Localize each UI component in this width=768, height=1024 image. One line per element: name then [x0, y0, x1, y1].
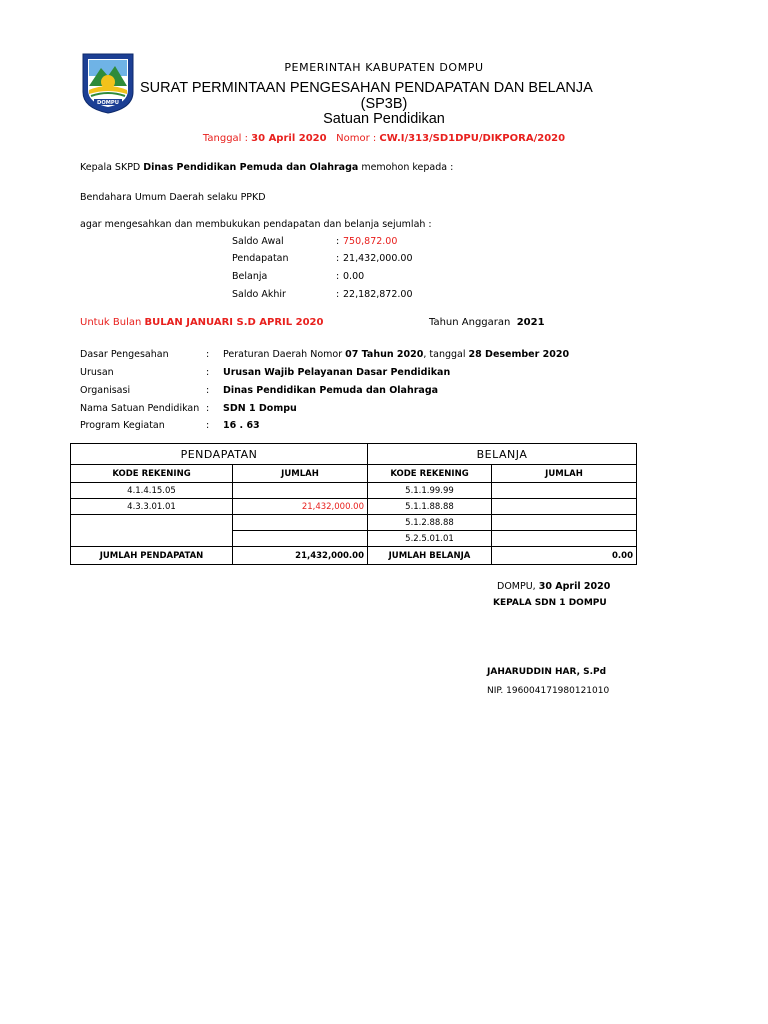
detail-value-dasar — [223, 349, 569, 360]
detail-sep: : — [206, 385, 210, 396]
skpd-name: Dinas Pendidikan Pemuda dan Olahraga — [143, 162, 359, 173]
summary-value-pendapatan: 21,432,000.00 — [343, 253, 413, 264]
belanja-kode: 5.1.1.88.88 — [368, 499, 492, 515]
summary-sep: : — [336, 253, 340, 264]
nomor-value: CW.I/313/SD1DPU/DIKPORA/2020 — [379, 133, 566, 144]
summary-sep: : — [336, 271, 340, 282]
detail-sep: : — [206, 349, 210, 360]
pendapatan-jumlah: 21,432,000.00 — [233, 499, 368, 515]
date-label: Tanggal : — [202, 133, 252, 144]
document-title: SURAT PERMINTAAN PENGESAHAN PENDAPATAN DAN BELANJA — [140, 80, 593, 96]
detail-label-satuan: Nama Satuan Pendidikan — [80, 403, 200, 414]
summary-label-belanja: Belanja — [232, 271, 268, 282]
regulation-number: 07 Tahun 2020 — [345, 349, 424, 360]
table-row — [71, 499, 637, 515]
period-value: BULAN JANUARI S.D APRIL 2020 — [144, 317, 324, 328]
column-header-jumlah: JUMLAH — [233, 465, 368, 483]
regulation-date: 28 Desember 2020 — [468, 349, 570, 360]
signatory-name: JAHARUDDIN HAR, S.Pd — [487, 667, 607, 677]
request-suffix: memohon kepada : — [358, 162, 454, 173]
summary-sep: : — [336, 236, 340, 247]
column-header-kode: KODE REKENING — [71, 465, 233, 483]
revenue-expense-table — [70, 443, 637, 565]
belanja-kode: 5.2.5.01.01 — [368, 531, 492, 547]
detail-sep: : — [206, 367, 210, 378]
fiscal-year-label: Tahun Anggaran — [429, 317, 511, 328]
table-total-row — [71, 547, 637, 565]
table-row — [71, 483, 637, 499]
detail-label-program: Program Kegiatan — [80, 420, 165, 431]
recipient-line: Bendahara Umum Daerah selaku PPKD — [80, 192, 266, 203]
request-line — [80, 162, 453, 173]
date-number-line — [0, 133, 768, 144]
date-value: 30 April 2020 — [251, 133, 327, 144]
belanja-jumlah — [492, 515, 637, 531]
belanja-kode: 5.1.2.88.88 — [368, 515, 492, 531]
pendapatan-kode: 4.1.4.15.05 — [71, 483, 233, 499]
belanja-jumlah — [492, 499, 637, 515]
column-header-jumlah: JUMLAH — [492, 465, 637, 483]
summary-value-belanja: 0.00 — [343, 271, 365, 282]
signatory-nip: NIP. 196004171980121010 — [487, 686, 610, 696]
request-prefix: Kepala SKPD — [80, 162, 144, 173]
pendapatan-jumlah — [233, 483, 368, 499]
detail-sep: : — [206, 420, 210, 431]
summary-value-saldo-akhir: 22,182,872.00 — [343, 289, 413, 300]
signatory-position: KEPALA SDN 1 DOMPU — [493, 598, 607, 608]
belanja-kode: 5.1.1.99.99 — [368, 483, 492, 499]
summary-value-saldo-awal: 750,872.00 — [343, 236, 398, 247]
nomor-label: Nomor : — [336, 133, 380, 144]
detail-value-program: 16 . 63 — [223, 420, 260, 431]
pendapatan-kode — [71, 515, 233, 547]
column-header-kode: KODE REKENING — [368, 465, 492, 483]
pendapatan-jumlah — [233, 531, 368, 547]
summary-label-saldo-akhir: Saldo Akhir — [232, 289, 286, 300]
detail-sep: : — [206, 403, 210, 414]
summary-sep: : — [336, 289, 340, 300]
period-label: Untuk Bulan — [80, 317, 145, 328]
belanja-jumlah — [492, 483, 637, 499]
detail-label-urusan: Urusan — [80, 367, 114, 378]
total-pendapatan-label: JUMLAH PENDAPATAN — [71, 547, 233, 565]
summary-label-saldo-awal: Saldo Awal — [232, 236, 284, 247]
total-belanja-label: JUMLAH BELANJA — [368, 547, 492, 565]
pendapatan-jumlah — [233, 515, 368, 531]
document-abbreviation: (SP3B) — [360, 96, 408, 112]
total-pendapatan-value: 21,432,000.00 — [233, 547, 368, 565]
regulation-mid: , tanggal — [423, 349, 469, 360]
detail-label-dasar: Dasar Pengesahan — [80, 349, 169, 360]
signature-date: 30 April 2020 — [538, 581, 611, 592]
belanja-jumlah — [492, 531, 637, 547]
purpose-line: agar mengesahkan dan membukukan pendapatan dan belanja sejumlah : — [80, 219, 432, 230]
pendapatan-kode: 4.3.3.01.01 — [71, 499, 233, 515]
fiscal-year-value: 2021 — [516, 317, 545, 328]
logo-text: DOMPU — [97, 100, 119, 107]
document-subtitle: Satuan Pendidikan — [323, 111, 445, 127]
period-line — [80, 317, 323, 328]
detail-label-organisasi: Organisasi — [80, 385, 131, 396]
summary-label-pendapatan: Pendapatan — [232, 253, 289, 264]
regulation-prefix: Peraturan Daerah Nomor — [223, 349, 346, 360]
belanja-header: BELANJA — [368, 444, 637, 465]
government-heading: PEMERINTAH KABUPATEN DOMPU — [284, 61, 484, 74]
fiscal-year — [429, 317, 545, 328]
pendapatan-header: PENDAPATAN — [71, 444, 368, 465]
signature-place: DOMPU, — [497, 581, 539, 592]
detail-value-urusan: Urusan Wajib Pelayanan Dasar Pendidikan — [223, 367, 451, 378]
detail-value-satuan: SDN 1 Dompu — [223, 403, 297, 414]
signature-place-date — [497, 581, 610, 592]
total-belanja-value: 0.00 — [492, 547, 637, 565]
detail-value-organisasi: Dinas Pendidikan Pemuda dan Olahraga — [223, 385, 439, 396]
table-row — [71, 515, 637, 531]
